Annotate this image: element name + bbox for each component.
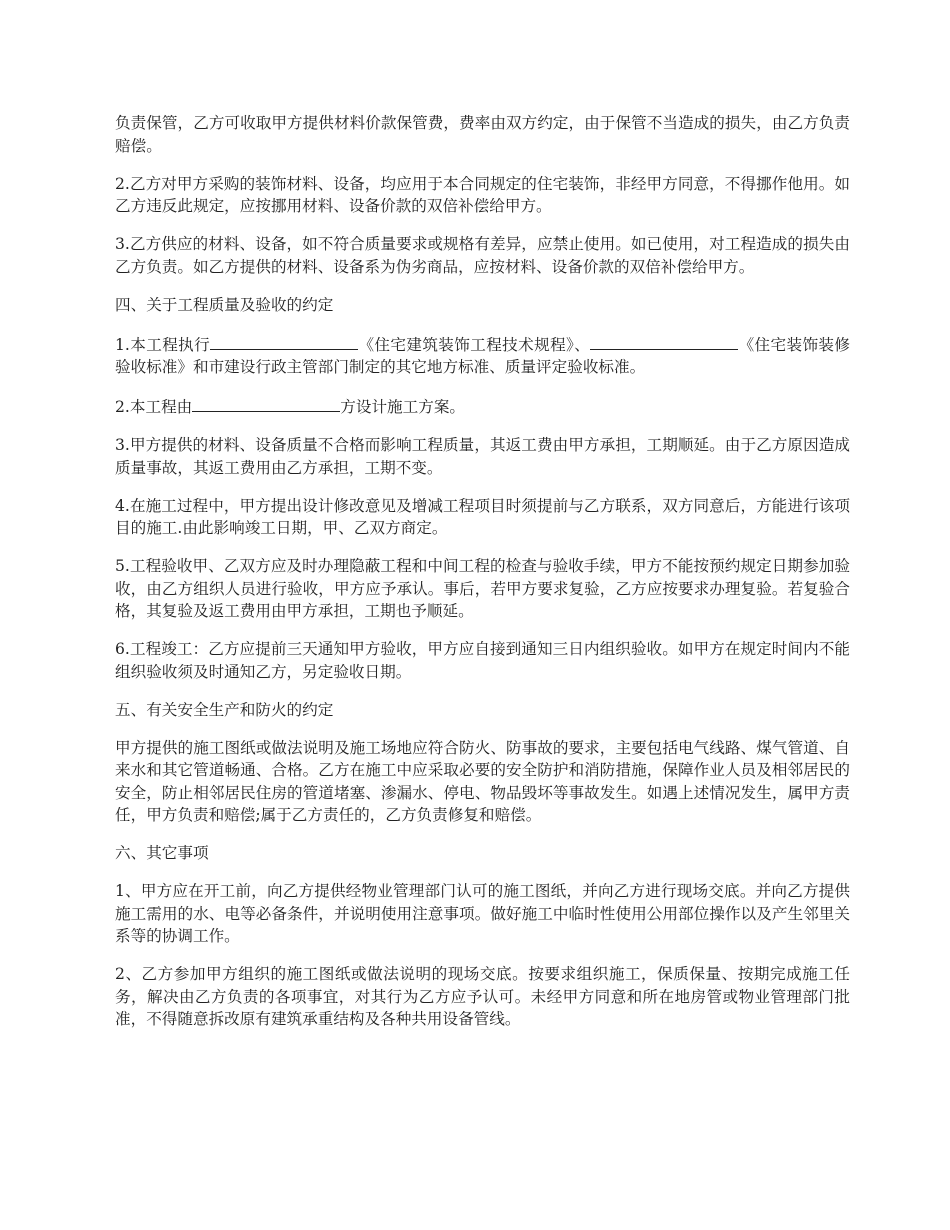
paragraph-quality-clause-1 xyxy=(115,332,850,379)
paragraph-quality-clause-6: 6.工程竣工：乙方应提前三天通知甲方验收，甲方应自接到通知三日内组织验收。如甲方在规定时间内不能组织验收须及时通知乙方，另定验收日期。 xyxy=(115,640,850,681)
paragraph-material-storage: 负责保管，乙方可收取甲方提供材料价款保管费，费率由双方约定，由于保管不当造成的损失，由乙方负责赔偿。 xyxy=(115,114,850,155)
section-6-heading: 六、其它事项 xyxy=(115,844,209,862)
clause-2-prefix: 2.本工程由 xyxy=(115,398,193,416)
paragraph-material-clause-2: 2.乙方对甲方采购的装饰材料、设备，均应用于本合同规定的住宅装饰，非经甲方同意，不得挪作他用。如乙方违反此规定，应按挪用材料、设备价款的双倍补偿给甲方。 xyxy=(115,174,850,215)
paragraph-material-clause-3: 3.乙方供应的材料、设备，如不符合质量要求或规格有差异，应禁止使用。如已使用，对工程造成的损失由乙方负责。如乙方提供的材料、设备系为伪劣商品，应按材料、设备价款的双倍补偿给甲方。 xyxy=(115,235,850,276)
fill-in-blank xyxy=(210,332,358,350)
paragraph-other-clause-2: 2、乙方参加甲方组织的施工图纸或做法说明的现场交底。按要求组织施工，保质保量、按期完成施工任务，解决由乙方负责的各项事宜，对其行为乙方应予认可。未经甲方同意和所在地房管或物业管理部门批准，不得随意拆改原有建筑承重结构及各种共用设备管线。 xyxy=(115,965,850,1028)
paragraph-quality-clause-3: 3.甲方提供的材料、设备质量不合格而影响工程质量，其返工费由甲方承担，工期顺延。由于乙方原因造成质量事故，其返工费用由乙方承担，工期不变。 xyxy=(115,436,850,477)
clause-1-middle: 《住宅建筑装饰工程技术规程》、 xyxy=(358,335,591,354)
fill-in-blank xyxy=(590,332,738,350)
clause-1-suffix: 《住宅装饰装修验收标准》和市建设行政主管部门制定的其它地方标准、质量评定验收标准。 xyxy=(115,335,850,376)
paragraph-quality-clause-4: 4.在施工过程中，甲方提出设计修改意见及增减工程项目时须提前与乙方联系，双方同意后，方能进行该项目的施工.由此影响竣工日期，甲、乙双方商定。 xyxy=(115,496,850,537)
paragraph-safety: 甲方提供的施工图纸或做法说明及施工场地应符合防火、防事故的要求，主要包括电气线路、煤气管道、自来水和其它管道畅通、合格。乙方在施工中应采取必要的安全防护和消防措施，保障作业人员及相邻居民的安全，防止相邻居民住房的管道堵塞、渗漏水、停电、物品毁坏等事故发生。如遇上述情况发生，属甲方责任，甲方负责和赔偿;属于乙方责任的，乙方负责修复和赔偿。 xyxy=(115,738,850,824)
contract-document xyxy=(115,112,850,1046)
paragraph-other-clause-1: 1、甲方应在开工前，向乙方提供经物业管理部门认可的施工图纸，并向乙方进行现场交底。并向乙方提供施工需用的水、电等必备条件，并说明使用注意事项。做好施工中临时性使用公用部位操作以及产生邻里关系等的协调工作。 xyxy=(115,882,850,945)
paragraph-quality-clause-2 xyxy=(115,394,850,419)
section-5-heading: 五、有关安全生产和防火的约定 xyxy=(115,700,334,719)
section-4-heading: 四、关于工程质量及验收的约定 xyxy=(115,295,334,314)
paragraph-quality-clause-5: 5.工程验收甲、乙双方应及时办理隐蔽工程和中间工程的检查与验收手续，甲方不能按预约规定日期参加验收，由乙方组织人员进行验收，甲方应予承认。事后，若甲方要求复验，乙方应按要求办理复验。若复验合格，其复验及返工费用由甲方承担，工期也予顺延。 xyxy=(115,557,850,620)
fill-in-blank xyxy=(192,394,340,412)
clause-2-suffix: 方设计施工方案。 xyxy=(340,398,466,416)
clause-1-prefix: 1.本工程执行 xyxy=(115,335,211,354)
